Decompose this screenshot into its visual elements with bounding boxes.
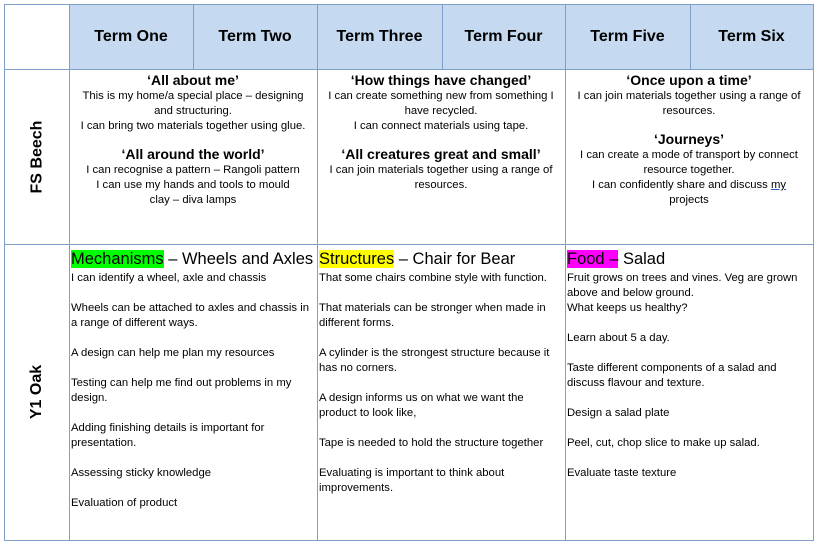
header-term-six: [690, 5, 813, 69]
fs-text-line: clay – diva lamps: [149, 194, 237, 206]
grid-line: [813, 4, 814, 541]
list-item: Taste different components of a salad and discuss flavour and texture.: [567, 362, 777, 389]
fs-text-line: I can create a mode of transport by connect: [580, 149, 798, 161]
list-item: Wheels can be attached to axles and chassis in a range of different ways.: [71, 302, 310, 329]
grid-line: [69, 4, 70, 541]
fs-topic-all-around-the-world: ‘All around the world’: [121, 146, 265, 162]
list-item: Adding finishing details is important for presentation.: [71, 422, 265, 449]
fs-text-line: I can bring two materials together using glue.: [80, 120, 306, 132]
term-one-label: Term One: [94, 28, 168, 45]
term-six-label: Term Six: [718, 28, 785, 45]
list-item: What keeps us healthy?: [567, 302, 688, 314]
underlined-word: my: [770, 179, 787, 191]
fs-text-line: This is my home/a special place – designing: [82, 90, 304, 102]
fs-text-line: I can join materials together using a range of: [329, 164, 553, 176]
y1-mechanisms-cell: [69, 244, 317, 540]
y1-food-cell: [565, 244, 813, 540]
grid-line: [565, 4, 566, 541]
fs-text-line: and structuring.: [154, 105, 232, 117]
y1-food-title: Food – Salad: [567, 250, 666, 268]
mechanisms-highlight: Mechanisms: [71, 250, 164, 268]
list-item: Learn about 5 a day.: [567, 332, 670, 344]
fs-text-line: I can connect materials using tape.: [353, 120, 529, 132]
header-term-one: [69, 5, 193, 69]
fs-text-line: resources.: [662, 105, 716, 117]
fs-topic-all-about-me: ‘All about me’: [147, 72, 239, 88]
fs-text-line: projects: [669, 194, 709, 206]
list-item: A design informs us on what we want the product to look like,: [319, 392, 524, 419]
term-three-label: Term Three: [336, 28, 423, 45]
list-item: A cylinder is the strongest structure because it has no corners.: [319, 347, 550, 374]
list-item: Evaluate taste texture: [567, 467, 677, 479]
fs-topic-journeys: ‘Journeys’: [653, 131, 725, 147]
food-highlight: Food –: [567, 250, 619, 268]
term-two-label: Term Two: [218, 28, 292, 45]
list-item: Peel, cut, chop slice to make up salad.: [567, 437, 760, 449]
list-item: Evaluating is important to think about improvements.: [319, 467, 505, 494]
fs-text-line: resources.: [414, 179, 468, 191]
list-item: A design can help me plan my resources: [71, 347, 275, 359]
grid-line: [4, 4, 814, 5]
y1-oak-label: Y1 Oak: [27, 364, 45, 420]
row-header-fs-beech: [5, 69, 69, 244]
fs-text-line: have recycled.: [404, 105, 478, 117]
fs-topic-once-upon-a-time: ‘Once upon a time’: [626, 72, 752, 88]
fs-terms-five-six: [565, 69, 813, 244]
list-item: Assessing sticky knowledge: [71, 467, 212, 479]
fs-text-line: I can confidently share and discuss my: [591, 179, 787, 191]
list-item: Design a salad plate: [567, 407, 670, 419]
y1-structures-title: Structures – Chair for Bear: [319, 250, 516, 268]
list-item: That some chairs combine style with function.: [319, 272, 547, 284]
corner-cell: [5, 5, 69, 69]
grid-line: [4, 4, 5, 541]
grid-line: [4, 244, 814, 245]
list-item: Testing can help me find out problems in my design.: [71, 377, 292, 404]
grid-line: [193, 4, 194, 69]
fs-terms-three-four: [317, 69, 565, 244]
header-term-four: [442, 5, 565, 69]
fs-text-line: I can create something new from something I: [328, 90, 554, 102]
list-item: Tape is needed to hold the structure together: [319, 437, 544, 449]
header-term-three: [317, 5, 442, 69]
fs-text-line: I can use my hands and tools to mould: [96, 179, 290, 191]
list-item: Evaluation of product: [71, 497, 178, 509]
grid-line: [690, 4, 691, 69]
fs-beech-label: FS Beech: [28, 120, 46, 193]
grid-line: [442, 4, 443, 69]
y1-mechanisms-title: Mechanisms – Wheels and Axles: [71, 250, 314, 268]
fs-text-line: I can recognise a pattern – Rangoli pattern: [86, 164, 300, 176]
fs-terms-one-two: [69, 69, 317, 244]
term-four-label: Term Four: [464, 28, 543, 45]
header-term-five: [565, 5, 690, 69]
header-term-two: [193, 5, 317, 69]
fs-topic-all-creatures: ‘All creatures great and small’: [341, 146, 541, 162]
list-item: I can identify a wheel, axle and chassis: [71, 272, 267, 284]
grid-line: [317, 4, 318, 541]
y1-structures-cell: [317, 244, 565, 540]
fs-topic-how-things-have-changed: ‘How things have changed’: [350, 72, 532, 88]
fs-text-line: I can join materials together using a range of: [577, 90, 801, 102]
grid-line: [4, 69, 814, 70]
list-item: That materials can be stronger when made in different forms.: [319, 302, 546, 329]
row-header-y1-oak: [5, 244, 69, 540]
list-item: Fruit grows on trees and vines. Veg are grown above and below ground.: [567, 272, 798, 299]
term-five-label: Term Five: [590, 28, 665, 45]
structures-highlight: Structures: [319, 250, 395, 268]
fs-text-line: resource together.: [643, 164, 735, 176]
